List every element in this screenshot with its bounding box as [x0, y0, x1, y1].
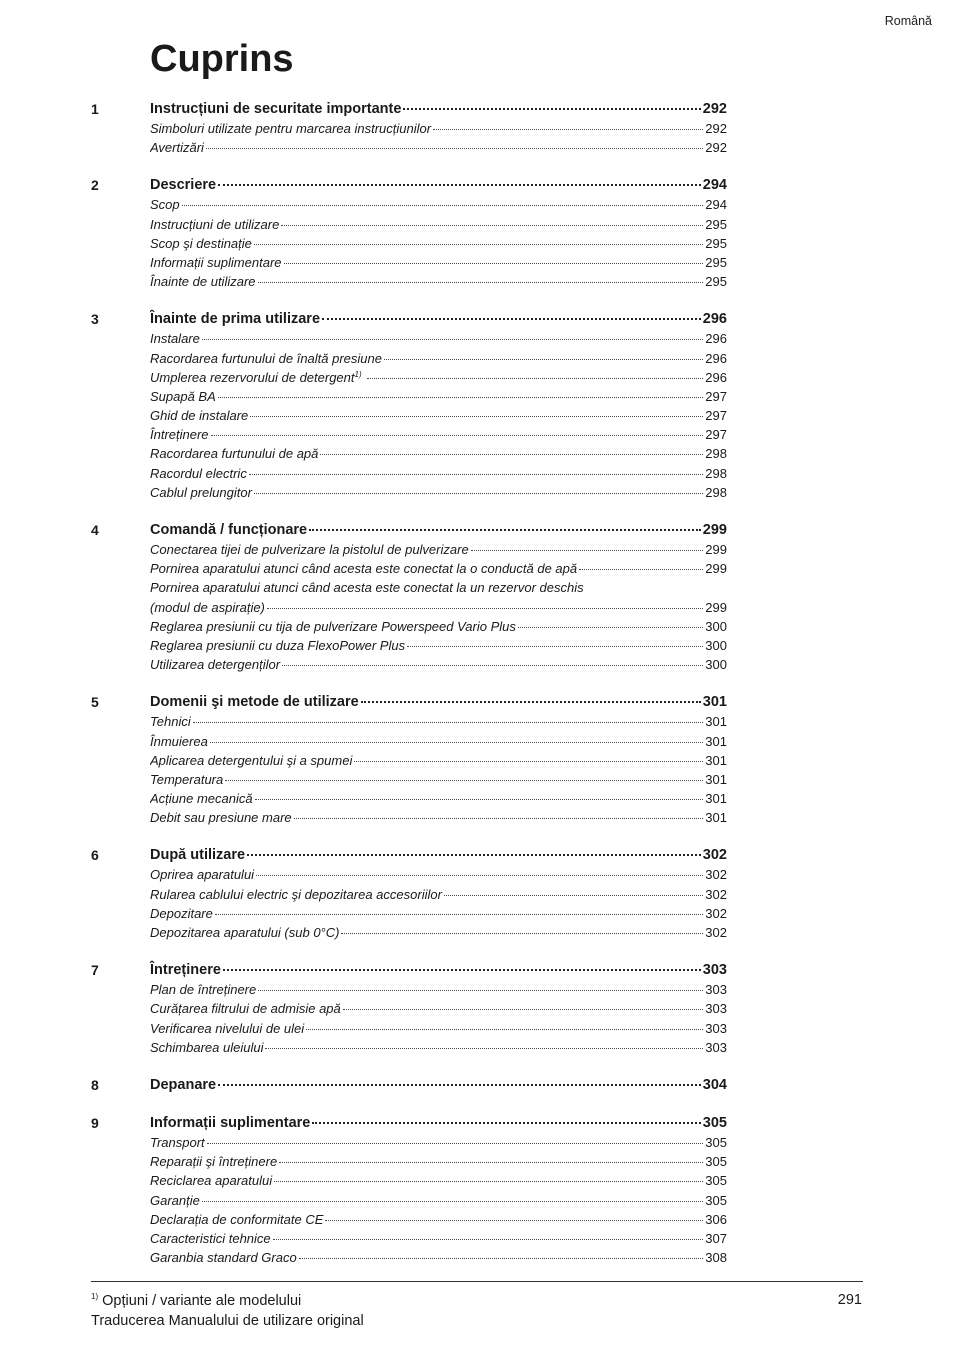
toc-section-heading[interactable]	[0, 845, 954, 865]
subentry-title: Oprirea aparatului	[150, 867, 255, 883]
dot-leader	[361, 701, 701, 703]
toc-subentry[interactable]	[150, 253, 727, 272]
subentry-title: Garanție	[150, 1192, 200, 1208]
toc-subentry[interactable]	[150, 349, 727, 368]
dot-leader	[433, 129, 703, 130]
section-page: 302	[702, 847, 727, 864]
section-title-entry[interactable]	[150, 1075, 727, 1095]
toc-subentry[interactable]	[150, 119, 727, 138]
subentry-page: 300	[705, 657, 727, 673]
subentry-title: Racordarea furtunului de înaltă presiune	[150, 350, 382, 366]
footer-divider	[91, 1281, 863, 1282]
toc-subentry[interactable]	[150, 195, 727, 214]
subentry-title: Reciclarea aparatului	[150, 1173, 273, 1189]
toc-subentry[interactable]	[150, 1133, 727, 1152]
dot-leader	[193, 722, 704, 723]
dot-leader	[279, 1162, 703, 1163]
toc-subentry[interactable]	[150, 215, 727, 234]
subentry-title: Rularea cablului electric şi depozitarea accesoriilor	[150, 886, 442, 902]
subentry-title: Ghid de instalare	[150, 408, 249, 424]
toc-subentry[interactable]	[150, 923, 727, 942]
subentry-title: Aplicarea detergentului şi a spumei	[150, 752, 353, 768]
section-title-entry[interactable]	[150, 99, 727, 119]
subentry-title: Declarația de conformitate CE	[150, 1211, 324, 1227]
subentry-page: 301	[705, 714, 727, 730]
subentry-title: Garanbia standard Graco	[150, 1250, 297, 1266]
dot-leader	[254, 493, 703, 494]
subentry-page: 302	[705, 867, 727, 883]
toc-subentry[interactable]	[150, 808, 727, 827]
section-number: 1	[91, 101, 99, 117]
page-title: Cuprins	[150, 38, 294, 80]
subentry-page: 301	[705, 752, 727, 768]
subentry-page: 295	[705, 216, 727, 232]
toc-section	[0, 175, 954, 291]
toc-subentry[interactable]	[150, 789, 727, 808]
subentry-page: 301	[705, 771, 727, 787]
section-title: Depanare	[150, 1076, 217, 1093]
dot-leader	[403, 108, 700, 110]
section-number: 8	[91, 1076, 99, 1093]
section-page: 304	[702, 1076, 727, 1093]
toc-subentry[interactable]	[150, 904, 727, 923]
dot-leader	[367, 378, 703, 379]
toc-subentry[interactable]	[150, 329, 727, 348]
toc-section	[0, 845, 954, 942]
section-title: Descriere	[150, 177, 217, 194]
section-title: Informații suplimentare	[150, 1114, 311, 1131]
subentry-page: 305	[705, 1154, 727, 1170]
dot-leader	[256, 875, 703, 876]
subentry-page: 299	[705, 542, 727, 557]
section-title: Comandă / funcționare	[150, 522, 308, 538]
toc-subentry[interactable]	[150, 598, 727, 617]
subentry-page: 297	[705, 408, 727, 424]
dot-leader	[309, 529, 701, 531]
subentry-page: 295	[705, 254, 727, 270]
toc-subentry[interactable]	[150, 368, 727, 387]
dot-leader	[274, 1181, 703, 1182]
toc-subentry[interactable]	[150, 770, 727, 789]
subentry-title: Simboluri utilizate pentru marcarea instrucțiunilor	[150, 121, 432, 136]
subentry-title: Depozitarea aparatului (sub 0°C)	[150, 925, 340, 940]
subentry-title: Supapă BA	[150, 388, 216, 404]
subentry-title: Racordarea furtunului de apă	[150, 446, 319, 462]
dot-leader	[206, 148, 703, 149]
dot-leader	[284, 263, 704, 264]
footnote-text: Opțiuni / variante ale modelului	[102, 1293, 302, 1309]
subentry-page: 300	[705, 637, 727, 653]
dot-leader	[322, 318, 701, 320]
subentry-page: 301	[705, 791, 727, 807]
subentry-title: Debit sau presiune mare	[150, 810, 292, 826]
subentry-page: 295	[705, 235, 727, 251]
section-page: 303	[702, 962, 727, 979]
toc-section	[0, 1113, 954, 1267]
subentry-page: 302	[705, 886, 727, 902]
subentry-page: 298	[705, 484, 727, 500]
toc-subentry[interactable]	[150, 272, 727, 291]
dot-leader	[341, 933, 703, 934]
section-title-entry[interactable]	[150, 309, 727, 329]
section-page: 299	[702, 522, 727, 538]
toc-subentry[interactable]	[150, 234, 727, 253]
dot-leader	[218, 1084, 701, 1086]
dot-leader	[471, 550, 704, 551]
dot-leader	[202, 339, 703, 340]
dot-leader	[215, 914, 703, 915]
subentry-page: 303	[705, 1001, 727, 1017]
section-title-entry[interactable]	[150, 1113, 727, 1133]
section-title: Înainte de prima utilizare	[150, 311, 321, 328]
toc-subentry[interactable]	[150, 655, 727, 674]
toc-subentry[interactable]	[150, 999, 727, 1018]
dot-leader	[254, 244, 703, 245]
dot-leader	[249, 474, 703, 475]
subentry-title: Înainte de utilizare	[150, 274, 256, 290]
toc-subentry[interactable]	[150, 540, 727, 559]
subentry-title: Informații suplimentare	[150, 254, 282, 270]
dot-leader	[202, 1201, 703, 1202]
dot-leader	[312, 1122, 700, 1124]
section-title-entry[interactable]	[150, 175, 727, 195]
dot-leader	[518, 627, 703, 628]
toc-section-heading[interactable]	[0, 309, 954, 329]
toc-section	[0, 1075, 954, 1095]
toc-subentry[interactable]	[150, 1152, 727, 1171]
subentry-title: Reglarea presiunii cu tija de pulverizare Powerspeed Vario Plus	[150, 618, 516, 634]
subentry-title: Avertizări	[150, 140, 204, 156]
subentry-page: 296	[705, 350, 727, 366]
subentry-page: 298	[705, 446, 727, 462]
toc-section	[0, 309, 954, 502]
section-number: 6	[91, 847, 99, 864]
section-title: Întreținere	[150, 962, 221, 979]
toc-section	[0, 99, 954, 157]
manual-note: Traducerea Manualului de utilizare original	[91, 1313, 364, 1329]
toc-subentry[interactable]	[150, 1171, 727, 1190]
section-title: Instrucțiuni de securitate importante	[150, 101, 402, 117]
toc-subentry[interactable]	[150, 980, 727, 999]
dot-leader	[255, 799, 704, 800]
toc-section-heading[interactable]	[0, 1075, 954, 1095]
dot-leader	[223, 969, 701, 971]
subentry-page: 306	[705, 1211, 727, 1227]
toc-subentry[interactable]	[150, 885, 727, 904]
subentry-title: Conectarea tijei de pulverizare la pistolul de pulverizare	[150, 542, 469, 557]
dot-leader	[247, 854, 701, 856]
section-page: 292	[702, 101, 727, 117]
subentry-title: Acțiune mecanică	[150, 791, 253, 807]
subentry-page: 305	[705, 1192, 727, 1208]
toc-subentry[interactable]	[150, 464, 727, 483]
subentry-title: Plan de întreținere	[150, 982, 257, 998]
subentry-page: 308	[705, 1250, 727, 1266]
dot-leader	[182, 205, 704, 206]
subentry-page: 295	[705, 274, 727, 290]
section-page: 305	[702, 1114, 727, 1131]
dot-leader	[407, 646, 703, 647]
toc-subentry[interactable]	[150, 1019, 727, 1038]
dot-leader	[210, 742, 703, 743]
subentry-title: Reparații şi întreținere	[150, 1154, 278, 1170]
subentry-page: 301	[705, 733, 727, 749]
subentry-page: 296	[705, 331, 727, 347]
dot-leader	[294, 818, 704, 819]
subentry-page: 297	[705, 427, 727, 443]
toc-section	[0, 520, 954, 674]
dot-leader	[218, 397, 704, 398]
dot-leader	[282, 665, 703, 666]
dot-leader	[320, 454, 703, 455]
toc-section	[0, 692, 954, 827]
section-page: 301	[702, 694, 727, 711]
toc-section-heading[interactable]	[0, 692, 954, 712]
section-title: Domenii şi metode de utilizare	[150, 694, 359, 711]
toc-subentry[interactable]	[150, 636, 727, 655]
dot-leader	[354, 761, 703, 762]
dot-leader	[265, 1048, 703, 1049]
subentry-title: Scop şi destinație	[150, 235, 252, 251]
subentry-title: Caracteristici tehnice	[150, 1230, 271, 1246]
subentry-page: 301	[705, 810, 727, 826]
dot-leader	[258, 282, 704, 283]
subentry-page: 302	[705, 905, 727, 921]
toc-section-heading[interactable]	[0, 175, 954, 195]
subentry-page: 292	[705, 121, 727, 136]
subentry-page: 300	[705, 618, 727, 634]
section-title-entry[interactable]	[150, 845, 727, 865]
subentry-page: 296	[705, 369, 727, 385]
toc-subentry[interactable]	[150, 483, 727, 502]
dot-leader	[325, 1220, 703, 1221]
subentry-title: Temperatura	[150, 771, 224, 787]
dot-leader	[250, 416, 703, 417]
dot-leader	[579, 569, 703, 570]
subentry-title: Cablul prelungitor	[150, 484, 252, 500]
toc-subentry[interactable]	[150, 617, 727, 636]
section-page: 294	[702, 177, 727, 194]
dot-leader	[267, 608, 703, 609]
toc-subentry[interactable]	[150, 712, 727, 731]
section-title-entry[interactable]	[150, 692, 727, 712]
toc-subentry[interactable]	[150, 406, 727, 425]
subentry-title: Pornirea aparatului atunci când acesta este conectat la un rezervor deschis	[150, 580, 584, 596]
subentry-title: Utilizarea detergenților	[150, 657, 281, 673]
toc-subentry[interactable]	[150, 138, 727, 157]
toc-section-heading[interactable]	[0, 960, 954, 980]
subentry-page: 298	[705, 465, 727, 481]
subentry-page: 305	[705, 1134, 727, 1150]
subentry-title: Întreținere	[150, 427, 209, 443]
section-number: 9	[91, 1114, 99, 1131]
subentry-title: Curățarea filtrului de admisie apă	[150, 1001, 341, 1017]
subentry-title: Umplerea rezervorului de detergent$^{1)}$	[150, 369, 362, 385]
toc-subentry[interactable]	[150, 425, 727, 444]
subentry-title: Depozitare	[150, 905, 213, 921]
toc-section	[0, 960, 954, 1057]
toc-subentry[interactable]	[150, 1229, 727, 1248]
dot-leader	[281, 225, 703, 226]
subentry-page: 297	[705, 388, 727, 404]
section-number: 3	[91, 311, 99, 328]
subentry-title: Instalare	[150, 331, 200, 347]
toc-subentry[interactable]	[150, 444, 727, 463]
subentry-title: Instrucțiuni de utilizare	[150, 216, 280, 232]
subentry-title: Scop	[150, 197, 180, 213]
toc-subentry[interactable]	[150, 1038, 727, 1057]
subentry-page: 303	[705, 982, 727, 998]
dot-leader	[211, 435, 704, 436]
section-page: 296	[702, 311, 727, 328]
subentry-title: Pornirea aparatului atunci când acesta este conectat la o conductă de apă	[150, 561, 578, 577]
subentry-title: Schimbarea uleiului	[150, 1039, 264, 1055]
section-number: 5	[91, 694, 99, 711]
subentry-page: 299	[705, 599, 727, 615]
dot-leader	[225, 780, 703, 781]
section-number: 4	[91, 522, 99, 538]
language-label: Română	[884, 14, 932, 28]
toc-subentry[interactable]	[150, 751, 727, 770]
subentry-title: Verificarea nivelului de ulei	[150, 1020, 305, 1036]
subentry-title: Racordul electric	[150, 465, 247, 481]
dot-leader	[258, 990, 703, 991]
subentry-title: Înmuierea	[150, 733, 208, 749]
dot-leader	[218, 184, 701, 186]
subentry-page: 303	[705, 1020, 727, 1036]
footnote	[91, 1292, 301, 1309]
toc-subentry[interactable]	[150, 1248, 727, 1267]
toc-subentry[interactable]	[150, 1191, 727, 1210]
toc-section-heading[interactable]	[0, 520, 954, 540]
toc-subentry[interactable]	[150, 578, 727, 597]
section-number: 7	[91, 962, 99, 979]
dot-leader	[273, 1239, 704, 1240]
toc-subentry[interactable]	[150, 1210, 727, 1229]
dot-leader	[299, 1258, 704, 1259]
subentry-page: 292	[705, 140, 727, 156]
subentry-page: 299	[705, 561, 727, 577]
subentry-title: Reglarea presiunii cu duza FlexoPower Plus	[150, 637, 406, 653]
subentry-page: 305	[705, 1173, 727, 1189]
subentry-title: Transport	[150, 1134, 205, 1150]
toc-section-heading[interactable]	[0, 99, 954, 119]
subentry-title: Tehnici	[150, 714, 191, 730]
table-of-contents	[0, 99, 954, 1285]
toc-section-heading[interactable]	[0, 1113, 954, 1133]
dot-leader	[306, 1029, 703, 1030]
toc-subentry[interactable]	[150, 865, 727, 884]
subentry-page: 307	[705, 1230, 727, 1246]
toc-subentry[interactable]	[150, 387, 727, 406]
dot-leader	[343, 1009, 704, 1010]
subentry-page: 302	[705, 925, 727, 940]
dot-leader	[207, 1143, 704, 1144]
dot-leader	[384, 359, 703, 360]
section-number: 2	[91, 177, 99, 194]
section-title-entry[interactable]	[150, 520, 727, 540]
page-number: 291	[837, 1292, 862, 1308]
toc-subentry[interactable]	[150, 559, 727, 578]
footnote-ref: 1)	[354, 369, 362, 379]
subentry-page: 303	[705, 1039, 727, 1055]
toc-subentry[interactable]	[150, 732, 727, 751]
subentry-title: (modul de aspirație)	[150, 599, 265, 615]
dot-leader	[444, 895, 703, 896]
subentry-page: 294	[705, 197, 727, 213]
section-title: După utilizare	[150, 847, 246, 864]
footnote-mark: 1)	[91, 1292, 99, 1301]
section-title-entry[interactable]	[150, 960, 727, 980]
